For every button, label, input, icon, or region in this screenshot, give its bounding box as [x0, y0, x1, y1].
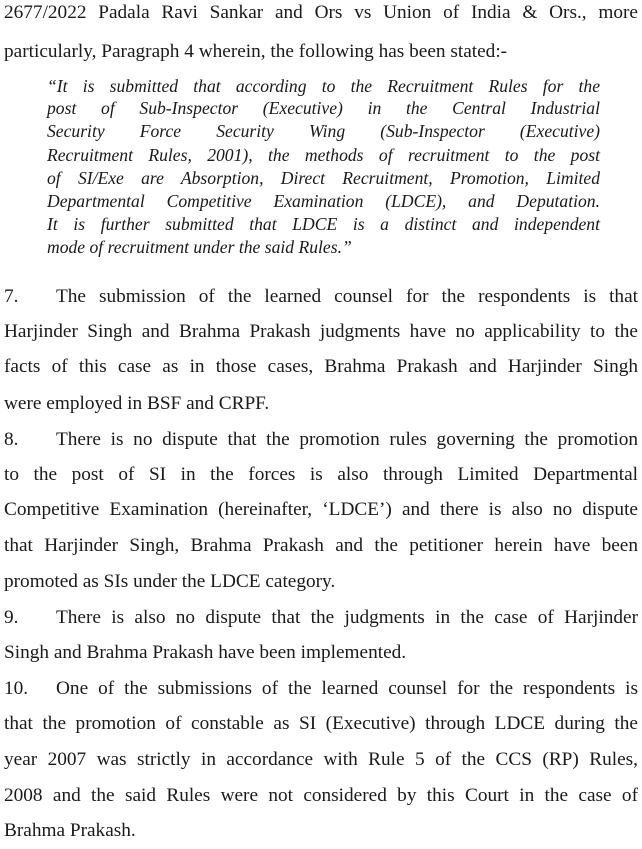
intro-line: 2677/2022 Padala Ravi Sankar and Ors vs Union of India & Ors., more: [4, 2, 638, 23]
paragraph-line: that Harjinder Singh, Brahma Prakash and the petitioner herein have been: [4, 535, 638, 556]
paragraph-text: There is also no dispute that the judgments in the case of Harjinder: [56, 607, 638, 628]
paragraph-number: 10.: [4, 678, 29, 699]
quote-line: post of Sub-Inspector (Executive) in the Central Industrial: [47, 98, 600, 118]
paragraph-number: 8.: [4, 429, 19, 450]
quote-line: of SI/Exe are Absorption, Direct Recruitment, Promotion, Limited: [47, 168, 600, 188]
paragraph-number: 9.: [4, 607, 19, 628]
paragraph-line: Competitive Examination (hereinafter, ‘LDCE’) and there is also no dispute: [4, 499, 638, 520]
paragraph-line: year 2007 was strictly in accordance with Rule 5 of the CCS (RP) Rules,: [4, 749, 638, 770]
paragraph-text: One of the submissions of the learned counsel for the respondents is: [56, 678, 638, 699]
paragraph-number: 7.: [4, 286, 19, 307]
paragraph-line: 2008 and the said Rules were not considered by this Court in the case of: [4, 785, 638, 806]
quote-line: Recruitment Rules, 2001), the methods of recruitment to the post: [47, 145, 600, 165]
quote-line: “It is submitted that according to the Recruitment Rules for the: [47, 76, 600, 96]
paragraph-line: to the post of SI in the forces is also through Limited Departmental: [4, 464, 638, 485]
paragraph-line: Harjinder Singh and Brahma Prakash judgments have no applicability to the: [4, 321, 638, 342]
paragraph-text: There is no dispute that the promotion rules governing the promotion: [56, 429, 638, 450]
quote-line: Departmental Competitive Examination (LDCE), and Deputation.: [47, 191, 600, 211]
paragraph-line: [4, 606, 638, 630]
quote-line: Security Force Security Wing (Sub-Inspector (Executive): [47, 121, 600, 141]
paragraph-line: Singh and Brahma Prakash have been implemented.: [4, 642, 407, 663]
paragraph-line: promoted as SIs under the LDCE category.: [4, 571, 336, 592]
paragraph-line: facts of this case as in those cases, Brahma Prakash and Harjinder Singh: [4, 356, 638, 377]
paragraph-text: The submission of the learned counsel for the respondents is that: [56, 286, 638, 307]
paragraph-line: were employed in BSF and CRPF.: [4, 393, 270, 414]
intro-line: particularly, Paragraph 4 wherein, the following has been stated:-: [4, 41, 508, 62]
paragraph-line: [4, 677, 638, 701]
paragraph-line: Brahma Prakash.: [4, 820, 136, 841]
paragraph-line: [4, 428, 638, 452]
quote-line: It is further submitted that LDCE is a distinct and independent: [47, 214, 600, 234]
paragraph-line: that the promotion of constable as SI (Executive) through LDCE during the: [4, 713, 638, 734]
paragraph-line: [4, 285, 638, 309]
quote-line: mode of recruitment under the said Rules.”: [47, 237, 352, 257]
